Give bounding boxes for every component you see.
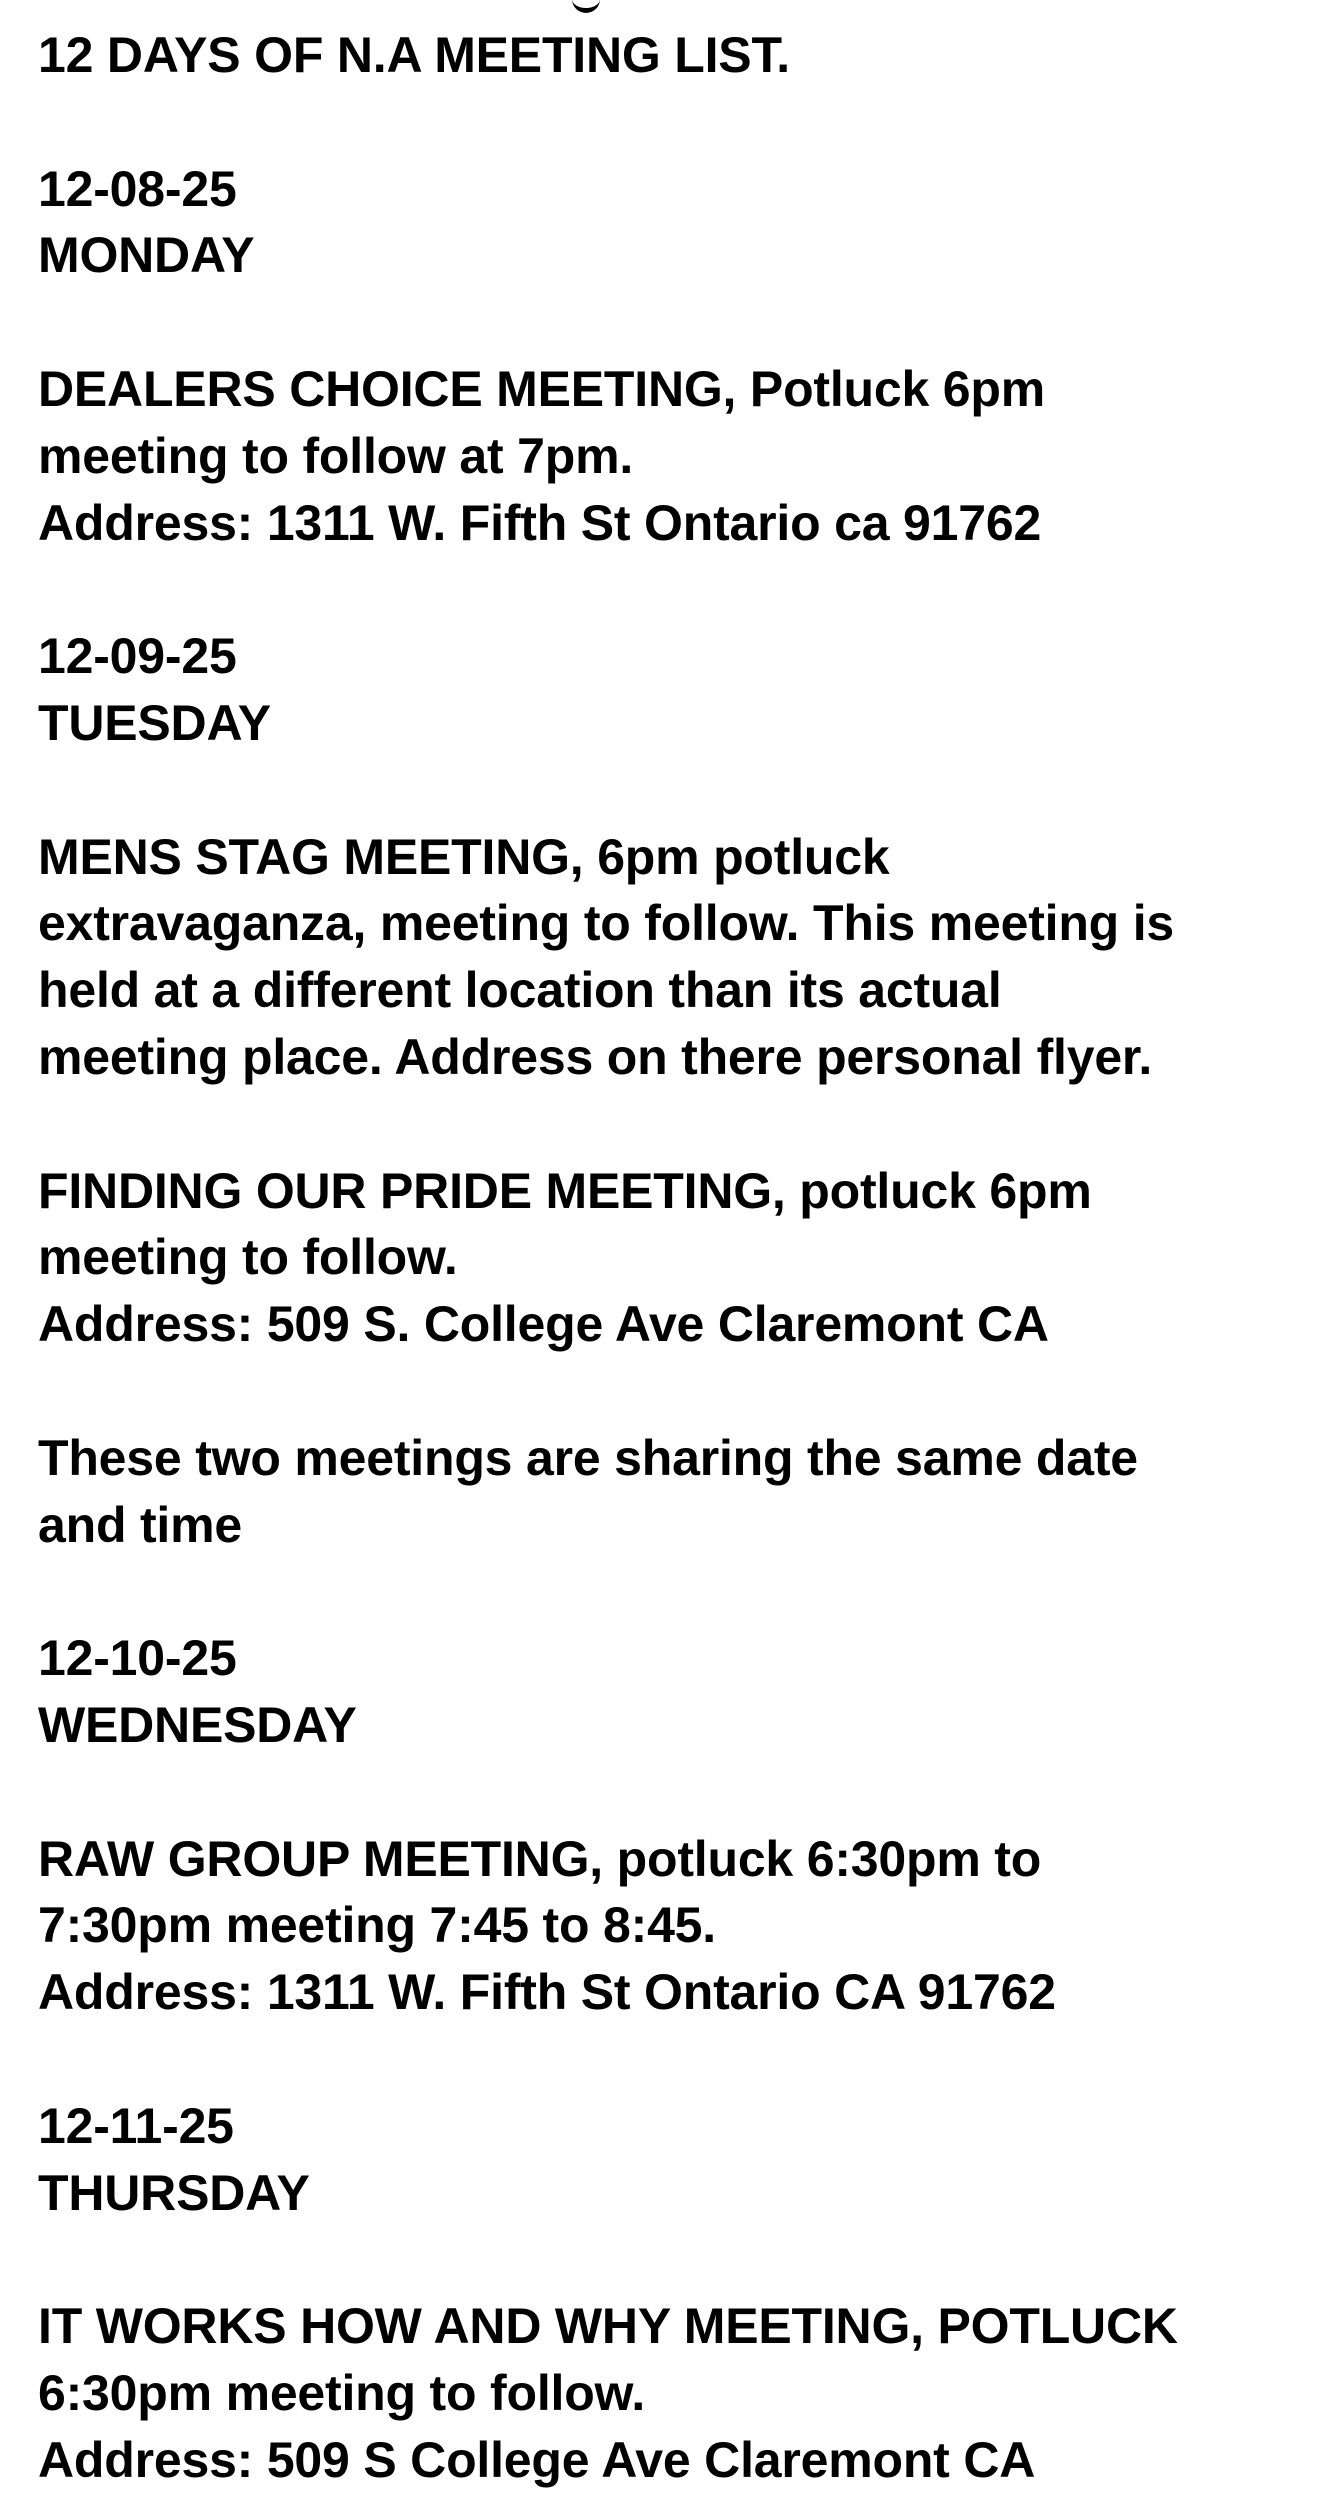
meeting-address: Address: 1311 W. Fifth St Ontario CA 91762 [38,1964,1056,2021]
day-weekday: THURSDAY [38,2164,310,2221]
day-date: 12-08-25 [38,160,237,217]
note-remark: These two meetings are sharing the same date [38,1429,1138,1486]
meeting-line: MENS STAG MEETING, 6pm potluck [38,828,890,885]
meeting-line: RAW GROUP MEETING, potluck 6:30pm to [38,1830,1042,1887]
meeting-line: FINDING OUR PRIDE MEETING, potluck 6pm [38,1162,1092,1219]
meeting-address: Address: 1311 W. Fifth St Ontario ca 91762 [38,494,1042,551]
day-weekday: MONDAY [38,227,255,284]
day-date: 12-10-25 [38,1630,237,1687]
meeting-line: 6:30pm meeting to follow. [38,2364,646,2421]
meeting-address: Address: 509 S. College Ave Claremont CA [38,1296,1049,1353]
meeting-line: meeting to follow at 7pm. [38,427,634,484]
meeting-line: DEALERS CHOICE MEETING, Potluck 6pm [38,360,1046,417]
blank-line [38,289,1308,356]
day-weekday: TUESDAY [38,694,271,751]
meeting-line: held at a different location than its actual [38,962,1002,1019]
day-weekday: WEDNESDAY [38,1696,357,1753]
blank-line [38,1759,1308,1826]
note-body [38,22,1308,2493]
blank-line [38,757,1308,824]
meeting-line: meeting to follow. [38,1229,458,1286]
meeting-line: IT WORKS HOW AND WHY MEETING, POTLUCK [38,2298,1178,2355]
meeting-address: Address: 509 S College Ave Claremont CA [38,2431,1036,2488]
meeting-line: extravaganza, meeting to follow. This meeting is [38,895,1175,952]
blank-line [38,2226,1308,2293]
day-date: 12-09-25 [38,628,237,685]
blank-line [38,1091,1308,1158]
note-remark: and time [38,1496,242,1553]
blank-line [38,556,1308,623]
meeting-line: meeting place. Address on there personal flyer. [38,1028,1153,1085]
meeting-line: 7:30pm meeting 7:45 to 8:45. [38,1897,716,1954]
blank-line [38,2026,1308,2093]
day-date: 12-11-25 [38,2097,234,2154]
blank-line [38,1358,1308,1425]
blank-line [38,89,1308,156]
blank-line [38,1558,1308,1625]
note-title: 12 DAYS OF N.A MEETING LIST. [38,27,790,83]
cropped-previous-text [0,0,1320,14]
